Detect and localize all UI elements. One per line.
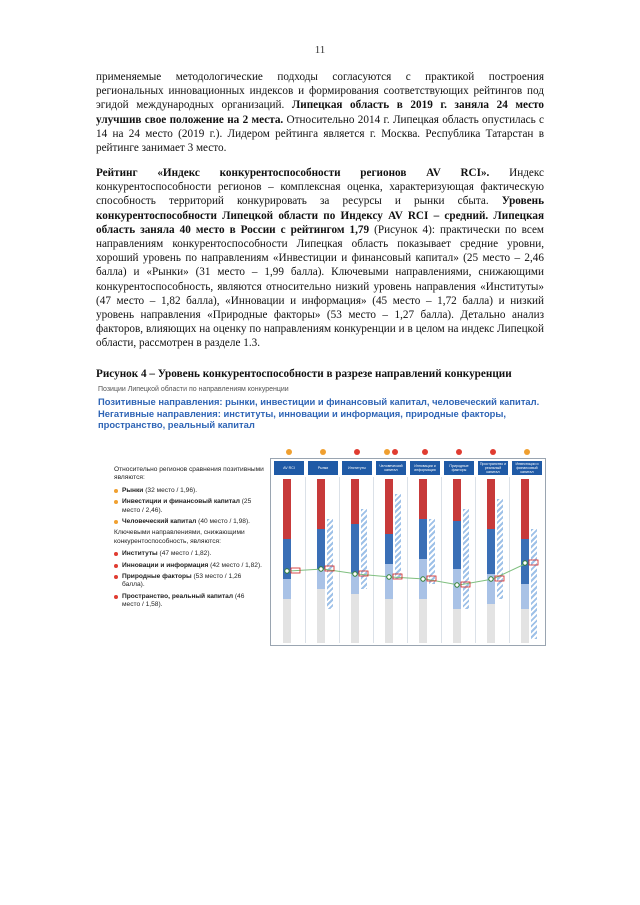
status-dot bbox=[422, 449, 428, 455]
legend-mid: Ключевыми направлениями, снижающими конкурентоспособность, являются: bbox=[114, 529, 245, 545]
figure-4 bbox=[98, 386, 544, 648]
region-marker bbox=[285, 569, 289, 573]
status-dot bbox=[384, 449, 390, 455]
legend-item: Природные факторы (53 место / 1,26 балла). bbox=[114, 573, 264, 590]
column-header: AV RCI bbox=[274, 461, 304, 475]
status-dot bbox=[490, 449, 496, 455]
p2-text-1: Индекс конкурентоспособности регионов – комплексная оценка, характеризующая фактическую способность территорий конкурировать за ресурсы и рынки сбыта. bbox=[96, 167, 544, 208]
region-highlight bbox=[393, 574, 402, 579]
region-marker bbox=[319, 567, 323, 571]
region-marker bbox=[421, 577, 425, 581]
status-dot bbox=[320, 449, 326, 455]
region-highlight bbox=[529, 560, 538, 565]
p1-text-2: Относительно 2014 г. Липецкая область опустилась с 14 на 24 место (2019 г.). Лидером рейтинга является г. Москва. Республика Татарстан в рейтинге занимает 3 место. bbox=[96, 113, 544, 155]
figure-negative: Негативные направления: институты, инновации и информация, природные факторы, пространство, реальный капитал bbox=[98, 408, 507, 430]
region-marker bbox=[455, 583, 459, 587]
column-header: Пространство и реальный капитал bbox=[479, 462, 507, 474]
p2-bold-1: Рейтинг «Индекс конкурентоспособности регионов AV RCI». bbox=[96, 167, 490, 179]
p2-text-2: (Рисунок 4): практически по всем направлениям конкурентоспособности Липецкая область показывает средние уровни, хороший уровень по направлениям «Инвестиции и финансовый капитал» (25 место – 2,46 балла) и «Рынки» (31 место – 1,99 балла). Ключевыми направлениями, снижающими конкурентоспособность, являются относительно низкий уровень направления «Институты» (47 место – 1,82 балла), «Инновации и информация» (45 место – 1,72 балла) и низкий уровень направления «Природные факторы» (53 место – 1,27 балла). Детально анализ факторов, влияющих на оценку по направлениям конкуренции и в целом на индекс Липецкой области, рассмотрен в разделе 1.3. bbox=[96, 223, 544, 350]
trend-line bbox=[271, 459, 545, 645]
paragraph-2 bbox=[96, 166, 544, 351]
region-marker bbox=[353, 572, 357, 576]
legend-item: Рынки (32 место / 1,96). bbox=[114, 487, 264, 495]
region-marker bbox=[489, 577, 493, 581]
status-dot bbox=[392, 449, 398, 455]
legend-item: Инвестиции и финансовый капитал (25 место / 2,46). bbox=[114, 498, 264, 515]
column-header: Человеческий капитал bbox=[376, 461, 406, 475]
figure-header: Позиции Липецкой области по направлениям конкуренции bbox=[98, 386, 289, 393]
p1-bold-1: Липецкая область в 2019 г. заняла 24 место улучшив свое положение на 2 места. bbox=[96, 99, 544, 126]
status-dot bbox=[354, 449, 360, 455]
column-header: Институты bbox=[342, 461, 372, 475]
region-marker bbox=[387, 575, 391, 579]
legend-item: Пространство, реальный капитал (46 место / 1,58). bbox=[114, 593, 264, 610]
legend-item: Человеческий капитал (40 место / 1,98). bbox=[114, 518, 264, 526]
page-number: 11 bbox=[314, 44, 326, 56]
figure-positive: Позитивные направления: рынки, инвестиции и финансовый капитал, человеческий капитал. bbox=[98, 396, 540, 407]
legend-item: Институты (47 место / 1,82). bbox=[114, 550, 264, 558]
competitiveness-chart bbox=[270, 458, 546, 646]
column-header: Природные факторы bbox=[444, 461, 474, 475]
status-dot bbox=[524, 449, 530, 455]
status-dot bbox=[286, 449, 292, 455]
p2-bold-2: Уровень конкурентоспособности Липецкой области по Индексу AV RCI – средний. Липецкая область заняла 40 место в России с рейтингом 1,79 bbox=[96, 195, 544, 236]
region-marker bbox=[523, 561, 527, 565]
column-header: Рынки bbox=[308, 461, 338, 475]
region-highlight bbox=[495, 576, 504, 581]
legend-item: Инновации и информация (42 место / 1,82). bbox=[114, 562, 264, 570]
figure-caption: Рисунок 4 – Уровень конкурентоспособности в разрезе направлений конкуренции bbox=[96, 368, 512, 380]
column-header: Инвестиции и финансовый капитал bbox=[512, 461, 542, 475]
figure-legend bbox=[114, 464, 264, 613]
p1-text-1: применяемые методологические подходы согласуются с практикой построения региональных инновационных индексов и формирования соответствующих рейтингов под эгидой международных организаций. bbox=[96, 71, 544, 112]
column-header: Инновации и информация bbox=[410, 461, 440, 475]
paragraph-1 bbox=[96, 70, 544, 155]
legend-intro: Относительно регионов сравнения позитивными являются: bbox=[114, 466, 264, 482]
status-dot bbox=[456, 449, 462, 455]
